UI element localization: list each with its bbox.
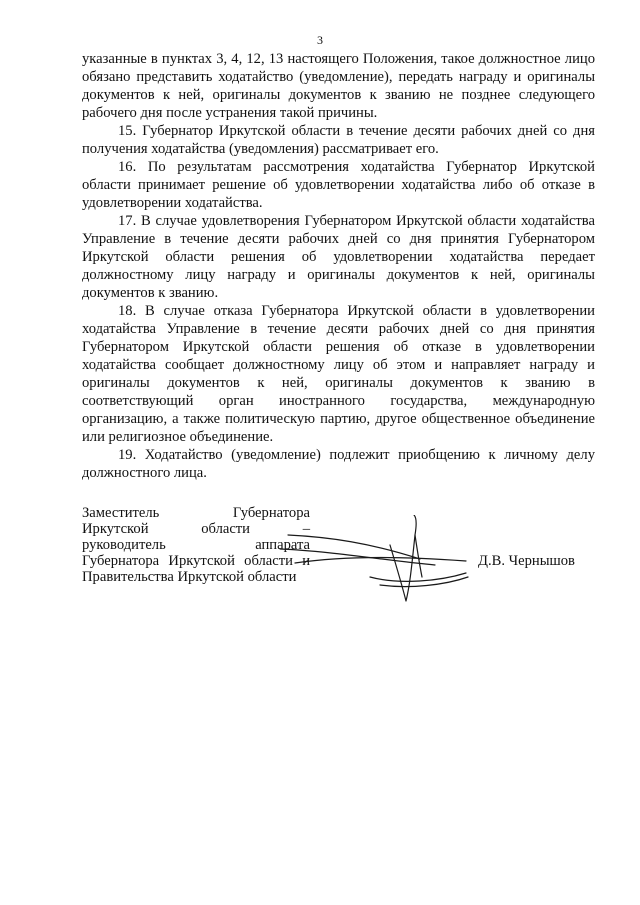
document-body <box>82 50 595 482</box>
paragraph-17: 17. В случае удовлетворения Губернатором Иркутской области ходатайства Управление в течение десяти рабочих дней со дня принятия Губернатором Иркутской области решения об удовлетворении ходатайства передает должностному лицу награду и оригиналы документов к ней, оригиналы документов к званию. <box>82 213 595 301</box>
paragraph-16: 16. По результатам рассмотрения ходатайства Губернатор Иркутской области принимает решение об удовлетворении ходатайства либо об отказе в удовлетворении ходатайства. <box>82 159 595 211</box>
paragraph-continuation: указанные в пунктах 3, 4, 12, 13 настоящего Положения, такое должностное лицо обязано представить ходатайство (уведомление), передать награду и оригиналы документов к ней, оригиналы документов к званию не позднее следующего рабочего дня после устранения такой причины. <box>82 51 595 121</box>
signatory-position-line: руководитель аппарата <box>82 537 310 553</box>
paragraph-19: 19. Ходатайство (уведомление) подлежит приобщению к личному делу должностного лица. <box>82 447 595 481</box>
signatory-position-line: Губернатора Иркутской области и <box>82 553 310 569</box>
paragraph-18: 18. В случае отказа Губернатора Иркутской области в удовлетворении ходатайства Управление в течение десяти рабочих дней со дня принятия Губернатором Иркутской области решения об отказе в удовлетворении ходатайства сообщает должностному лицу об этом и направляет награду и оригиналы документов к ней, оригиналы документов к званию в соответствующий орган иностранного государства, международную организацию, а также политическую партию, другое общественное объединение или религиозное объединение. <box>82 303 595 445</box>
signer-name: Д.В. Чернышов <box>478 553 575 569</box>
signatory-position-line: Иркутской области – <box>82 521 310 537</box>
handwritten-signature <box>270 515 470 615</box>
page-number: 3 <box>317 33 323 47</box>
signatory-position-line: Заместитель Губернатора <box>82 505 310 521</box>
signatory-position-line: Правительства Иркутской области <box>82 569 297 585</box>
paragraph-15: 15. Губернатор Иркутской области в течение десяти рабочих дней со дня получения ходатайства (уведомления) рассматривает его. <box>82 123 595 157</box>
